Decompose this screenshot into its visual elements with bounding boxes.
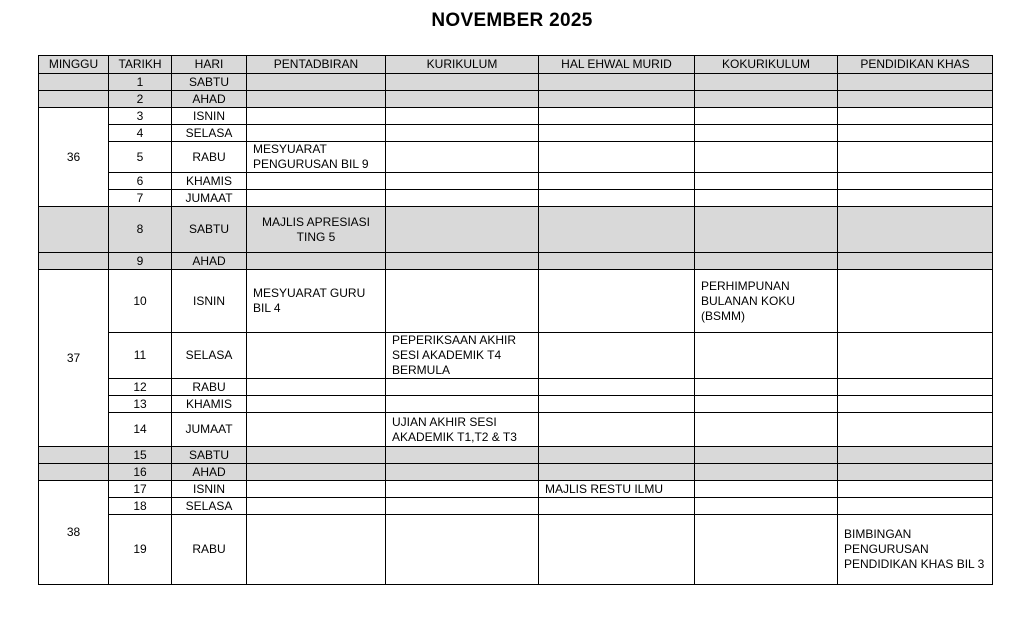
day-cell: AHAD [172, 91, 247, 108]
pentadbiran-cell: MESYUARAT GURU BIL 4 [247, 270, 386, 333]
table-row [39, 91, 993, 108]
kurikulum-cell [386, 396, 539, 413]
hem-cell [539, 253, 695, 270]
kurikulum-cell [386, 270, 539, 333]
date-cell: 12 [109, 379, 172, 396]
kurikulum-cell [386, 74, 539, 91]
pendidikan-khas-cell [838, 447, 993, 464]
kokurikulum-cell [695, 481, 838, 498]
pentadbiran-cell [247, 413, 386, 447]
pendidikan-khas-cell [838, 498, 993, 515]
pendidikan-khas-cell [838, 173, 993, 190]
kokurikulum-cell [695, 379, 838, 396]
pentadbiran-cell [247, 515, 386, 585]
kokurikulum-cell [695, 142, 838, 173]
table-row [39, 108, 993, 125]
pentadbiran-cell [247, 379, 386, 396]
pendidikan-khas-cell [838, 253, 993, 270]
kurikulum-cell [386, 190, 539, 207]
date-cell: 10 [109, 270, 172, 333]
date-cell: 18 [109, 498, 172, 515]
pendidikan-khas-cell [838, 379, 993, 396]
pentadbiran-cell [247, 74, 386, 91]
table-row [39, 447, 993, 464]
table-row [39, 379, 993, 396]
day-cell: RABU [172, 515, 247, 585]
kurikulum-cell [386, 481, 539, 498]
day-cell: AHAD [172, 253, 247, 270]
hem-cell [539, 270, 695, 333]
hem-cell [539, 190, 695, 207]
day-cell: RABU [172, 379, 247, 396]
day-cell: KHAMIS [172, 396, 247, 413]
kurikulum-cell [386, 498, 539, 515]
pendidikan-khas-cell: BIMBINGAN PENGURUSAN PENDIDIKAN KHAS BIL 3 [838, 515, 993, 585]
table-row [39, 270, 993, 333]
pentadbiran-cell [247, 396, 386, 413]
hem-cell [539, 207, 695, 253]
week-cell [39, 253, 109, 270]
hem-cell [539, 91, 695, 108]
hem-cell [539, 142, 695, 173]
hem-cell [539, 173, 695, 190]
table-row [39, 74, 993, 91]
week-number: 37 [39, 270, 109, 447]
kokurikulum-cell [695, 108, 838, 125]
hem-cell [539, 333, 695, 379]
pentadbiran-cell [247, 447, 386, 464]
date-cell: 3 [109, 108, 172, 125]
pendidikan-khas-cell [838, 481, 993, 498]
day-cell: ISNIN [172, 108, 247, 125]
pentadbiran-cell [247, 464, 386, 481]
kurikulum-cell [386, 125, 539, 142]
date-cell: 13 [109, 396, 172, 413]
kokurikulum-cell [695, 464, 838, 481]
pentadbiran-cell [247, 108, 386, 125]
day-cell: SABTU [172, 207, 247, 253]
pentadbiran-cell [247, 173, 386, 190]
pendidikan-khas-cell [838, 333, 993, 379]
pendidikan-khas-cell [838, 190, 993, 207]
day-cell: SELASA [172, 333, 247, 379]
kokurikulum-cell [695, 447, 838, 464]
day-cell: RABU [172, 142, 247, 173]
date-cell: 9 [109, 253, 172, 270]
date-cell: 8 [109, 207, 172, 253]
hem-cell [539, 464, 695, 481]
table-row [39, 333, 993, 379]
table-row [39, 173, 993, 190]
header-kurikulum: KURIKULUM [386, 56, 539, 74]
kokurikulum-cell [695, 253, 838, 270]
table-row [39, 481, 993, 498]
header-tarikh: TARIKH [109, 56, 172, 74]
kokurikulum-cell: PERHIMPUNAN BULANAN KOKU (BSMM) [695, 270, 838, 333]
table-row [39, 190, 993, 207]
pentadbiran-cell: MAJLIS APRESIASI TING 5 [247, 207, 386, 253]
hem-cell [539, 498, 695, 515]
pentadbiran-cell [247, 498, 386, 515]
week-cell [39, 74, 109, 91]
pentadbiran-cell [247, 190, 386, 207]
pendidikan-khas-cell [838, 142, 993, 173]
calendar-table [38, 55, 993, 585]
hem-cell [539, 396, 695, 413]
day-cell: SABTU [172, 74, 247, 91]
kurikulum-cell [386, 379, 539, 396]
pendidikan-khas-cell [838, 413, 993, 447]
week-number: 36 [39, 108, 109, 207]
date-cell: 19 [109, 515, 172, 585]
table-row [39, 413, 993, 447]
week-cell [39, 447, 109, 464]
day-cell: ISNIN [172, 270, 247, 333]
kurikulum-cell [386, 515, 539, 585]
kokurikulum-cell [695, 91, 838, 108]
kurikulum-cell [386, 447, 539, 464]
day-cell: JUMAAT [172, 190, 247, 207]
kokurikulum-cell [695, 396, 838, 413]
pentadbiran-cell [247, 125, 386, 142]
date-cell: 7 [109, 190, 172, 207]
pentadbiran-cell: MESYUARAT PENGURUSAN BIL 9 [247, 142, 386, 173]
pendidikan-khas-cell [838, 108, 993, 125]
kokurikulum-cell [695, 173, 838, 190]
pendidikan-khas-cell [838, 464, 993, 481]
table-row [39, 515, 993, 585]
date-cell: 17 [109, 481, 172, 498]
date-cell: 16 [109, 464, 172, 481]
kokurikulum-cell [695, 207, 838, 253]
table-row [39, 253, 993, 270]
kokurikulum-cell [695, 125, 838, 142]
table-row [39, 498, 993, 515]
hem-cell [539, 74, 695, 91]
kokurikulum-cell [695, 333, 838, 379]
table-row [39, 125, 993, 142]
kurikulum-cell [386, 91, 539, 108]
day-cell: SELASA [172, 125, 247, 142]
pendidikan-khas-cell [838, 396, 993, 413]
kokurikulum-cell [695, 190, 838, 207]
hem-cell [539, 447, 695, 464]
kokurikulum-cell [695, 515, 838, 585]
date-cell: 1 [109, 74, 172, 91]
pentadbiran-cell [247, 481, 386, 498]
kurikulum-cell [386, 108, 539, 125]
day-cell: SABTU [172, 447, 247, 464]
table-row [39, 396, 993, 413]
pendidikan-khas-cell [838, 74, 993, 91]
pendidikan-khas-cell [838, 91, 993, 108]
day-cell: JUMAAT [172, 413, 247, 447]
pentadbiran-cell [247, 253, 386, 270]
table-row [39, 142, 993, 173]
day-cell: ISNIN [172, 481, 247, 498]
day-cell: SELASA [172, 498, 247, 515]
day-cell: AHAD [172, 464, 247, 481]
week-number: 38 [39, 481, 109, 585]
kokurikulum-cell [695, 413, 838, 447]
pendidikan-khas-cell [838, 270, 993, 333]
header-kokurikulum: KOKURIKULUM [695, 56, 838, 74]
hem-cell [539, 108, 695, 125]
kokurikulum-cell [695, 498, 838, 515]
week-cell [39, 464, 109, 481]
date-cell: 5 [109, 142, 172, 173]
pendidikan-khas-cell [838, 125, 993, 142]
kurikulum-cell [386, 253, 539, 270]
kokurikulum-cell [695, 74, 838, 91]
kurikulum-cell: UJIAN AKHIR SESI AKADEMIK T1,T2 & T3 [386, 413, 539, 447]
kurikulum-cell: PEPERIKSAAN AKHIR SESI AKADEMIK T4 BERMULA [386, 333, 539, 379]
date-cell: 14 [109, 413, 172, 447]
date-cell: 2 [109, 91, 172, 108]
header-row [39, 56, 993, 74]
week-cell [39, 91, 109, 108]
kurikulum-cell [386, 142, 539, 173]
pentadbiran-cell [247, 333, 386, 379]
hem-cell: MAJLIS RESTU ILMU [539, 481, 695, 498]
table-row [39, 464, 993, 481]
kurikulum-cell [386, 173, 539, 190]
hem-cell [539, 515, 695, 585]
hem-cell [539, 413, 695, 447]
kurikulum-cell [386, 207, 539, 253]
header-pentadbiran: PENTADBIRAN [247, 56, 386, 74]
day-cell: KHAMIS [172, 173, 247, 190]
header-hal-ehwal-murid: HAL EHWAL MURID [539, 56, 695, 74]
header-pendidikan-khas: PENDIDIKAN KHAS [838, 56, 993, 74]
table-row [39, 207, 993, 253]
pendidikan-khas-cell [838, 207, 993, 253]
week-cell [39, 207, 109, 253]
date-cell: 11 [109, 333, 172, 379]
hem-cell [539, 379, 695, 396]
page-title: NOVEMBER 2025 [431, 10, 593, 31]
header-minggu: MINGGU [39, 56, 109, 74]
pentadbiran-cell [247, 91, 386, 108]
date-cell: 15 [109, 447, 172, 464]
kurikulum-cell [386, 464, 539, 481]
date-cell: 4 [109, 125, 172, 142]
hem-cell [539, 125, 695, 142]
date-cell: 6 [109, 173, 172, 190]
header-hari: HARI [172, 56, 247, 74]
